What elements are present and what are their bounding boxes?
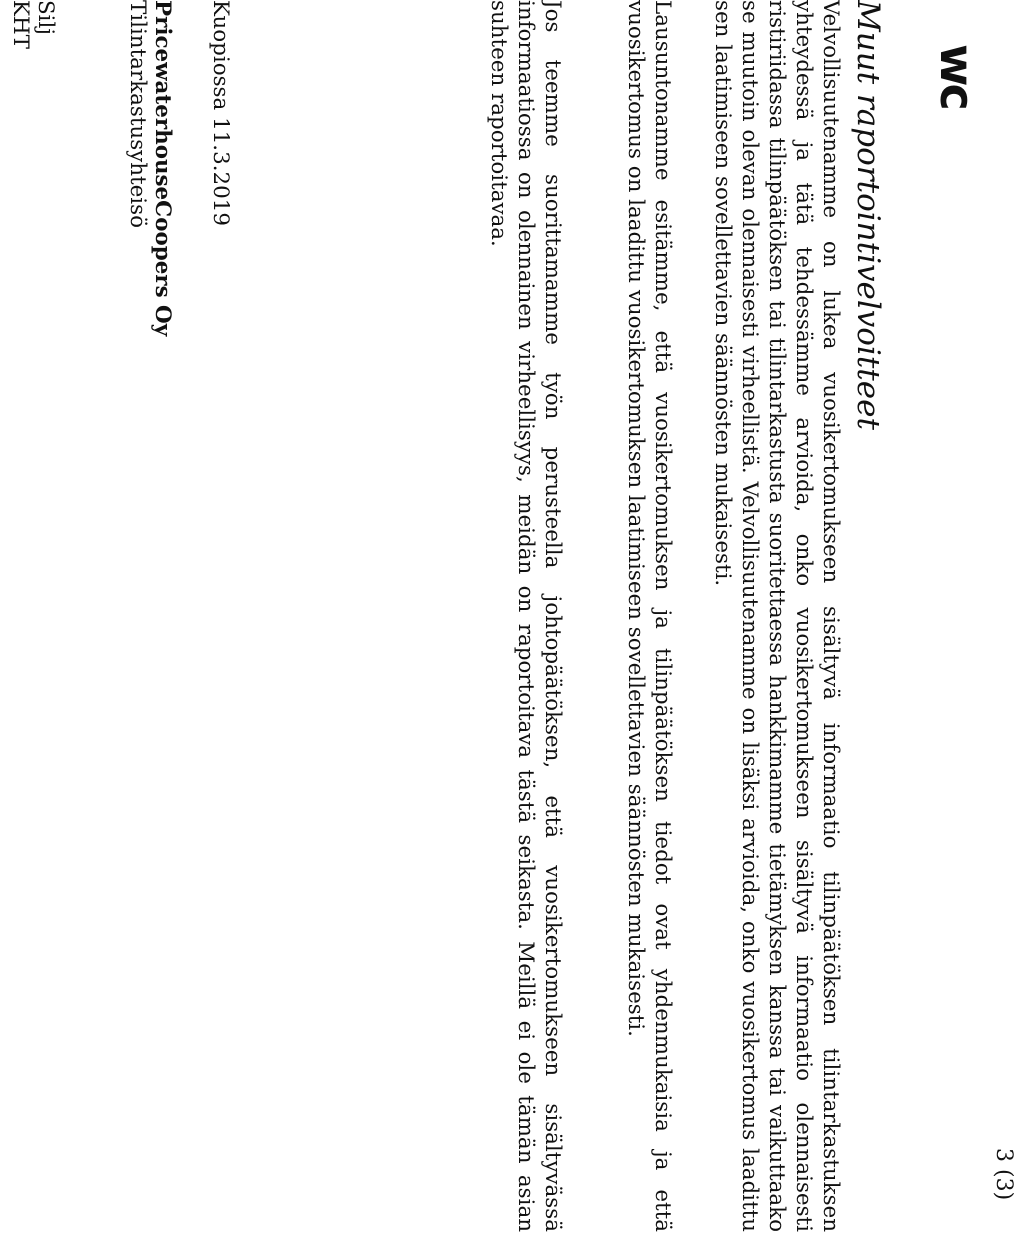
signer-title: KHT <box>8 0 33 49</box>
signer-name: Silj <box>33 0 58 35</box>
paragraph-statement: Lausuntonamme esitämme, että vuosikertomuksen ja tilinpäätöksen tiedot ovat yhdenmukaisia ja että vuosikertomus on laadittu vuosikertomuksen laatimiseen sovellettavien säännösten mukaisesti. <box>623 0 675 1232</box>
paragraph-obligation: Velvollisuutenamme on lukea vuosikertomukseen sisältyvä informaatio tilinpäätöksen tilintarkastuksen yhteydessä ja tätä tehdessämme arvioida, onko vuosikertomukseen sisältyvä informaatio olennaisesti ristiriidassa tilinpäätöksen tai tilintarkastusta suoritettaessa hankkimamme tietämyksen kanssa tai vaikuttaako se muutoin olevan olennaisesti virheellistä. Velvollisuutenamme on lisäksi arvioida, onko vuosikertomus laadittu sen laatimiseen sovellettavien säännösten mukaisesti. <box>710 0 843 1232</box>
audit-firm-name: PricewaterhouseCoopers Oy <box>150 0 175 337</box>
audit-firm-type: Tilintarkastusyhteisö <box>125 0 150 228</box>
page-number: 3 (3) <box>991 1148 1016 1201</box>
section-heading: Muut raportointivelvoitteet <box>850 0 886 430</box>
company-logo: wc <box>930 44 984 108</box>
place-and-date: Kuopiossa 11.3.2019 <box>208 0 233 226</box>
paragraph-reporting: Jos teemme suorittamamme työn perusteella johtopäätöksen, että vuosikertomukseen sisältyvässä informaatiossa on olennainen virheellisyys, meidän on raportoitava tästä seikasta. Meillä ei ole tämän asian suhteen raportoitavaa. <box>486 0 565 1232</box>
